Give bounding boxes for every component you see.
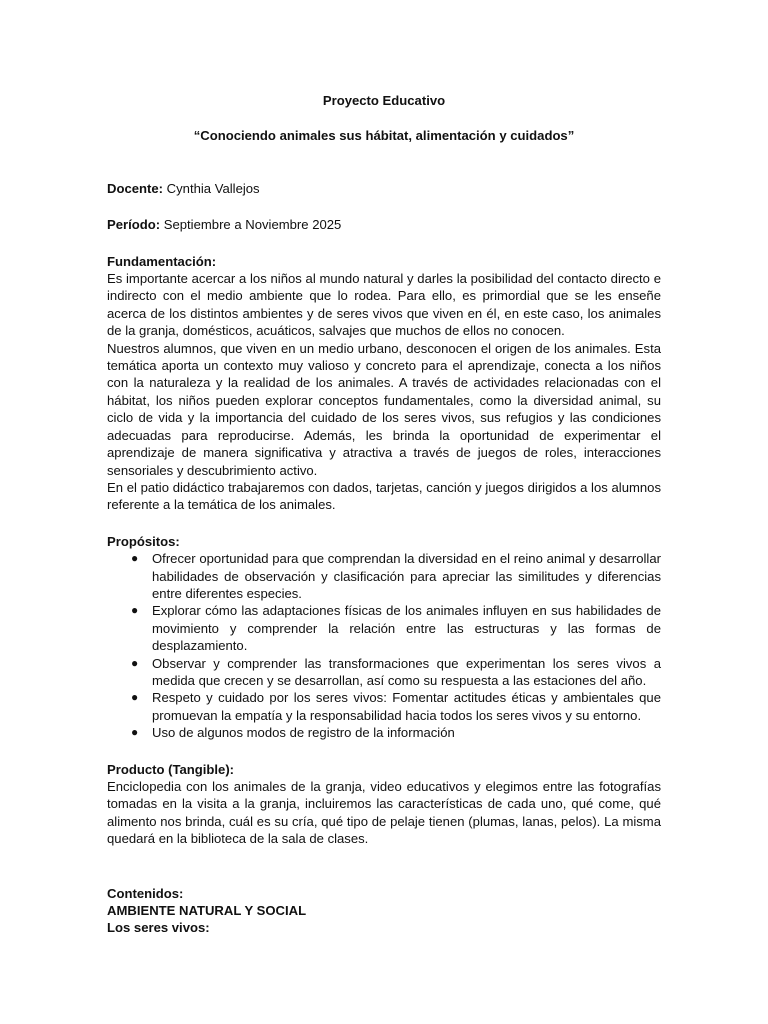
producto-paragraph: Enciclopedia con los animales de la granja, video educativos y elegimos entre las fotografías tomadas en la visita a la granja, incluiremos las características de cada uno, qué come, qué alimento nos brinda, cuál es su cría, qué tipo de pelaje tienen (plumas, lanas, pelos). La misma quedará en la biblioteca de la sala de clases. [107,779,661,847]
list-item: ● Uso de algunos modos de registro de la información [131,725,455,741]
fundamentacion-paragraph: Es importante acercar a los niños al mundo natural y darles la posibilidad del contacto directo e indirecto con el medio ambiente que lo rodea. Para ello, es primordial que se les enseñe acerca de los distintos ambientes y de seres vivos que viven en él, en este caso, los animales de la granja, domésticos, acuáticos, salvajes que muchos de ellos no conocen. [107,271,661,339]
fundamentacion-paragraph: En el patio didáctico trabajaremos con dados, tarjetas, canción y juegos dirigidos a los alumnos referente a la temática de los animales. [107,479,661,513]
propositos-list [107,550,661,741]
docente-label: Docente: [107,180,164,196]
contenidos-subsubheading: Los seres vivos: [107,920,210,936]
periodo-line [107,216,661,233]
fundamentacion-heading: Fundamentación: [107,253,217,269]
document-title: Proyecto Educativo [322,93,446,108]
producto-heading: Producto (Tangible): [107,761,235,777]
bullet-icon: ● [131,725,139,740]
document-body [107,92,661,937]
contenidos-subheading: AMBIENTE NATURAL Y SOCIAL [107,903,307,919]
bullet-icon: ● [131,690,139,705]
list-item: ● Explorar cómo las adaptaciones físicas de los animales influyen en sus habilidades de movimiento y comprender la relación entre las estructuras y las formas de desplazamiento. [131,603,661,654]
bullet-icon: ● [131,655,139,670]
list-item: ● Ofrecer oportunidad para que comprendan la diversidad en el reino animal y desarrollar habilidades de observación y clasificación para apreciar las similitudes y diferencias entre diferentes especies. [131,551,661,601]
periodo-label: Período: [107,217,161,233]
list-item: ● Respeto y cuidado por los seres vivos: Fomentar actitudes éticas y ambientales que promuevan la empatía y la responsabilidad hacia todos los seres vivos y su entorno. [131,690,661,723]
docente-value: Cynthia Vallejos [163,180,260,196]
bullet-icon: ● [131,603,139,618]
document-subtitle: “Conociendo animales sus hábitat, alimentación y cuidados” [193,128,575,144]
fundamentacion-paragraph: Nuestros alumnos, que viven en un medio urbano, desconocen el origen de los animales. Esta temática aporta un contexto muy valioso y concreto para el aprendizaje, conecta a los niños con la naturaleza y la realidad de los animales. A través de actividades relacionadas con el hábitat, los niños pueden explorar conceptos fundamentales, como la diversidad animal, su ciclo de vida y la importancia del cuidado de los seres vivos, sus refugios y las condiciones adecuadas para reproducirse. Además, les brinda la oportunidad de experimentar el aprendizaje de manera significativa y atractiva a través de juegos de roles, interacciones sensoriales y descubrimiento activo. [107,340,661,478]
bullet-icon: ● [131,551,139,566]
docente-line [107,180,661,197]
periodo-value: Septiembre a Noviembre 2025 [160,217,342,233]
propositos-heading: Propósitos: [107,533,180,549]
contenidos-heading: Contenidos: [107,885,184,901]
list-item: ● Observar y comprender las transformaciones que experimentan los seres vivos a medida que crecen y se desarrollan, así como su respuesta a las estaciones del año. [131,655,661,688]
